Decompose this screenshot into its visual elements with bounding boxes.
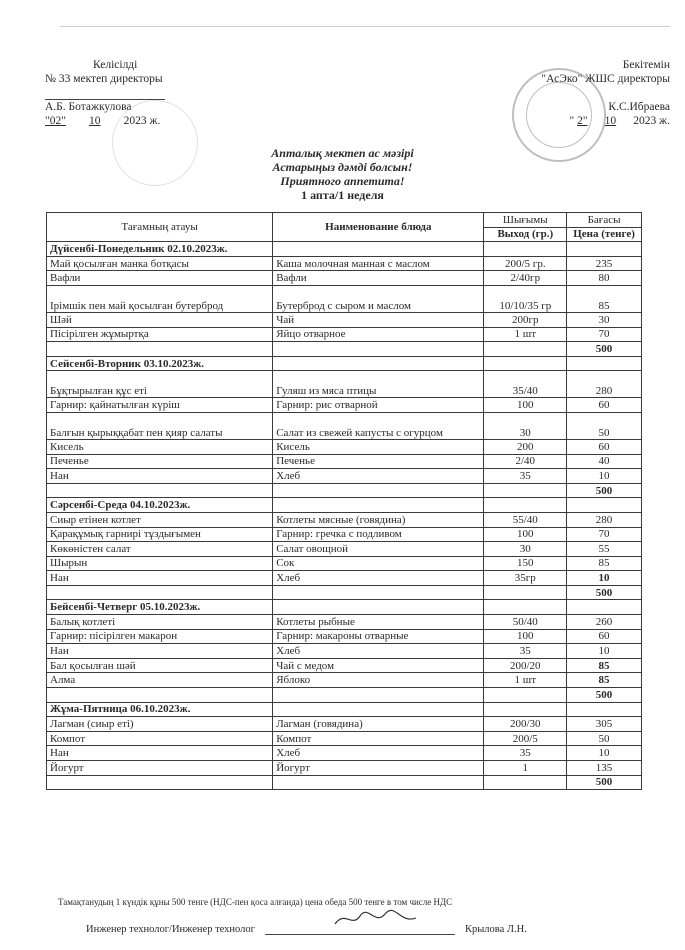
day-total-price: 500 — [567, 483, 642, 498]
portion-output: 100 — [484, 398, 567, 413]
dish-name-kz: Нан — [47, 644, 273, 659]
dish-name-kz: Көкөністен салат — [47, 542, 273, 557]
day-total-row — [47, 585, 642, 600]
empty-cell — [484, 242, 567, 257]
dish-price: 60 — [567, 439, 642, 454]
empty-cell — [273, 342, 484, 357]
menu-item-row — [47, 542, 642, 557]
empty-cell — [273, 356, 484, 371]
dish-name-ru: Гарнир: рис отварной — [273, 398, 484, 413]
company-director-label: "АсЭко" ЖШС директоры — [541, 73, 670, 85]
dish-name-ru: Салат овощной — [273, 542, 484, 557]
menu-item-row — [47, 439, 642, 454]
day-total-row — [47, 483, 642, 498]
portion-output: 100 — [484, 527, 567, 542]
empty-cell — [273, 775, 484, 790]
approve-label: Бекітемін — [622, 59, 670, 71]
dish-name-kz: Алма — [47, 673, 273, 688]
day-header-row — [47, 242, 642, 257]
portion-output: 30 — [484, 542, 567, 557]
portion-output: 200/30 — [484, 717, 567, 732]
dish-name-ru: Гарнир: гречка с подливом — [273, 527, 484, 542]
menu-item-row — [47, 512, 642, 527]
empty-cell — [484, 498, 567, 513]
portion-output: 200/5 — [484, 731, 567, 746]
menu-item-row — [47, 731, 642, 746]
dish-name-ru: Хлеб — [273, 571, 484, 586]
price-footnote: Тамақтанудың 1 күндік құны 500 тенге (НДС-пен қоса алғанда) цена обеда 500 тенге в том числе НДС — [58, 897, 453, 907]
empty-cell — [484, 775, 567, 790]
menu-item-row — [47, 615, 642, 630]
menu-item-row — [47, 644, 642, 659]
dish-name-kz: Нан — [47, 746, 273, 761]
dish-price: 260 — [567, 615, 642, 630]
portion-output: 30 — [484, 412, 567, 439]
dish-price: 305 — [567, 717, 642, 732]
col-header-kz: Тағамның атауы — [47, 213, 273, 242]
empty-cell — [484, 342, 567, 357]
day-total-row — [47, 775, 642, 790]
menu-item-row — [47, 469, 642, 484]
empty-cell — [273, 688, 484, 703]
empty-cell — [484, 702, 567, 717]
portion-output: 200 — [484, 439, 567, 454]
menu-item-row — [47, 571, 642, 586]
day-total-price: 500 — [567, 775, 642, 790]
dish-name-kz: Гарнир: қайнатылған күріш — [47, 398, 273, 413]
dish-price: 60 — [567, 398, 642, 413]
dish-name-ru: Печенье — [273, 454, 484, 469]
portion-output: 35/40 — [484, 371, 567, 398]
menu-item-row — [47, 271, 642, 286]
dish-name-ru: Гарнир: макароны отварные — [273, 629, 484, 644]
week-label: 1 апта/1 неделя — [301, 188, 384, 202]
dish-price: 10 — [567, 644, 642, 659]
dish-name-kz: Май қосылған манка ботқасы — [47, 256, 273, 271]
dish-name-kz: Кисель — [47, 439, 273, 454]
empty-cell — [273, 702, 484, 717]
agreed-label: Келісілді — [93, 59, 138, 71]
day-total-row — [47, 688, 642, 703]
dish-name-kz: Балғын қырыққабат пен қияр салаты — [47, 412, 273, 439]
empty-cell — [47, 342, 273, 357]
dish-name-ru: Компот — [273, 731, 484, 746]
col-header-output-kz: Шығымы — [484, 213, 567, 228]
dish-name-ru: Яблоко — [273, 673, 484, 688]
portion-output: 10/10/35 гр — [484, 285, 567, 312]
menu-item-row — [47, 371, 642, 398]
menu-item-row — [47, 527, 642, 542]
menu-title: Апталық мектеп ас мәзірі Астарыңыз дәмді болсын! Приятного аппетита! 1 апта/1 неделя — [0, 146, 685, 202]
day-title: Бейсенбі-Четверг 05.10.2023ж. — [47, 600, 273, 615]
dish-name-kz: Гарнир: пісірілген макарон — [47, 629, 273, 644]
empty-cell — [567, 498, 642, 513]
dish-price: 135 — [567, 761, 642, 776]
day-header-row — [47, 356, 642, 371]
dish-name-kz: Қарақұмық гарнирі тұздығымен — [47, 527, 273, 542]
dish-name-ru: Салат из свежей капусты с огурцом — [273, 412, 484, 439]
empty-cell — [273, 600, 484, 615]
portion-output: 100 — [484, 629, 567, 644]
menu-body — [47, 242, 642, 790]
menu-item-row — [47, 761, 642, 776]
menu-item-row — [47, 717, 642, 732]
empty-cell — [273, 585, 484, 600]
menu-item-row — [47, 256, 642, 271]
day-total-price: 500 — [567, 688, 642, 703]
dish-name-kz: Йогурт — [47, 761, 273, 776]
dish-name-kz: Бал қосылған шәй — [47, 658, 273, 673]
dish-name-ru: Яйцо отварное — [273, 327, 484, 342]
empty-cell — [47, 585, 273, 600]
school-director-label: № 33 мектеп директоры — [45, 73, 163, 85]
menu-item-row — [47, 327, 642, 342]
col-header-price-kz: Бағасы — [567, 213, 642, 228]
menu-item-row — [47, 312, 642, 327]
scan-edge-line — [60, 26, 670, 27]
engineer-name: Крылова Л.Н. — [464, 924, 527, 935]
dish-name-ru: Чай — [273, 312, 484, 327]
dish-price: 50 — [567, 412, 642, 439]
portion-output: 200/20 — [484, 658, 567, 673]
dish-name-kz: Ірімшік пен май қосылған бутерброд — [47, 285, 273, 312]
director-name-right: К.С.Ибраева — [608, 101, 670, 113]
day-title: Жұма-Пятница 06.10.2023ж. — [47, 702, 273, 717]
dish-price: 80 — [567, 271, 642, 286]
menu-item-row — [47, 398, 642, 413]
menu-item-row — [47, 454, 642, 469]
menu-item-row — [47, 746, 642, 761]
day-header-row — [47, 498, 642, 513]
dish-price: 30 — [567, 312, 642, 327]
dish-price: 235 — [567, 256, 642, 271]
dish-price: 40 — [567, 454, 642, 469]
dish-name-ru: Сок — [273, 556, 484, 571]
empty-cell — [484, 585, 567, 600]
day-title: Сейсенбі-Вторник 03.10.2023ж. — [47, 356, 273, 371]
dish-price: 85 — [567, 673, 642, 688]
menu-item-row — [47, 629, 642, 644]
dish-price: 70 — [567, 327, 642, 342]
dish-price: 60 — [567, 629, 642, 644]
day-title: Сәрсенбі-Среда 04.10.2023ж. — [47, 498, 273, 513]
dish-name-kz: Шырын — [47, 556, 273, 571]
portion-output: 2/40 — [484, 454, 567, 469]
engineer-role: Инженер технолог/Инженер технолог — [86, 924, 255, 935]
empty-cell — [567, 702, 642, 717]
dish-price: 10 — [567, 571, 642, 586]
dish-price: 55 — [567, 542, 642, 557]
dish-name-kz: Вафли — [47, 271, 273, 286]
portion-output: 1 шт — [484, 327, 567, 342]
empty-cell — [47, 688, 273, 703]
empty-cell — [484, 356, 567, 371]
dish-name-ru: Хлеб — [273, 469, 484, 484]
approval-date-right: " 2" 10 2023 ж. — [569, 115, 670, 127]
empty-cell — [484, 688, 567, 703]
col-header-output-ru: Выход (гр.) — [484, 227, 567, 242]
dish-name-ru: Хлеб — [273, 746, 484, 761]
dish-name-ru: Бутерброд с сыром и маслом — [273, 285, 484, 312]
dish-price: 10 — [567, 469, 642, 484]
dish-name-kz: Сиыр етінен котлет — [47, 512, 273, 527]
portion-output: 35 — [484, 644, 567, 659]
empty-cell — [567, 242, 642, 257]
dish-name-ru: Йогурт — [273, 761, 484, 776]
dish-name-kz: Печенье — [47, 454, 273, 469]
empty-cell — [567, 356, 642, 371]
dish-price: 70 — [567, 527, 642, 542]
empty-cell — [273, 498, 484, 513]
weekly-menu-table — [46, 212, 642, 790]
day-title: Дүйсенбі-Понедельник 02.10.2023ж. — [47, 242, 273, 257]
day-header-row — [47, 600, 642, 615]
dish-price: 280 — [567, 512, 642, 527]
dish-name-ru: Лагман (говядина) — [273, 717, 484, 732]
day-total-price: 500 — [567, 585, 642, 600]
portion-output: 150 — [484, 556, 567, 571]
day-total-row — [47, 342, 642, 357]
dish-name-kz: Лагман (сиыр еті) — [47, 717, 273, 732]
dish-name-ru: Котлеты мясные (говядина) — [273, 512, 484, 527]
dish-name-kz: Пісірілген жұмыртқа — [47, 327, 273, 342]
portion-output: 35гр — [484, 571, 567, 586]
signature-blank — [265, 924, 455, 935]
dish-name-ru: Чай с медом — [273, 658, 484, 673]
empty-cell — [484, 600, 567, 615]
portion-output: 35 — [484, 746, 567, 761]
empty-cell — [273, 242, 484, 257]
portion-output: 200гр — [484, 312, 567, 327]
dish-price: 50 — [567, 731, 642, 746]
dish-name-ru: Гуляш из мяса птицы — [273, 371, 484, 398]
portion-output: 1 шт — [484, 673, 567, 688]
portion-output: 50/40 — [484, 615, 567, 630]
approval-date-left: "02" 10 2023 ж. — [45, 115, 161, 127]
dish-name-kz: Балық котлеті — [47, 615, 273, 630]
empty-cell — [567, 600, 642, 615]
menu-item-row — [47, 285, 642, 312]
menu-item-row — [47, 556, 642, 571]
menu-item-row — [47, 673, 642, 688]
dish-name-ru: Каша молочная манная с маслом — [273, 256, 484, 271]
menu-item-row — [47, 658, 642, 673]
day-header-row — [47, 702, 642, 717]
empty-cell — [484, 483, 567, 498]
dish-name-ru: Хлеб — [273, 644, 484, 659]
dish-name-kz: Компот — [47, 731, 273, 746]
dish-name-kz: Нан — [47, 469, 273, 484]
portion-output: 2/40гр — [484, 271, 567, 286]
col-header-price-ru: Цена (тенге) — [567, 227, 642, 242]
portion-output: 35 — [484, 469, 567, 484]
portion-output: 55/40 — [484, 512, 567, 527]
empty-cell — [47, 483, 273, 498]
dish-name-ru: Котлеты рыбные — [273, 615, 484, 630]
dish-name-ru: Кисель — [273, 439, 484, 454]
dish-name-kz: Нан — [47, 571, 273, 586]
signature-line-left — [45, 87, 165, 100]
dish-name-kz: Бұқтырылған құс еті — [47, 371, 273, 398]
dish-name-ru: Вафли — [273, 271, 484, 286]
dish-price: 85 — [567, 556, 642, 571]
empty-cell — [47, 775, 273, 790]
dish-name-kz: Шәй — [47, 312, 273, 327]
dish-price: 85 — [567, 658, 642, 673]
director-name-left: А.Б. Ботажкулова — [45, 101, 132, 113]
menu-item-row — [47, 412, 642, 439]
portion-output: 1 — [484, 761, 567, 776]
portion-output: 200/5 гр. — [484, 256, 567, 271]
col-header-ru: Наименование блюда — [273, 213, 484, 242]
empty-cell — [273, 483, 484, 498]
dish-price: 280 — [567, 371, 642, 398]
signature-line — [86, 924, 646, 935]
dish-price: 10 — [567, 746, 642, 761]
day-total-price: 500 — [567, 342, 642, 357]
dish-price: 85 — [567, 285, 642, 312]
